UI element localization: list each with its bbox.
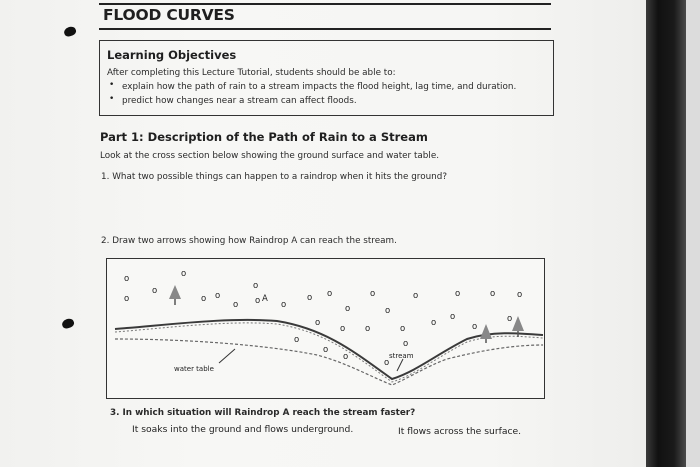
raindrop-icon: o xyxy=(345,304,351,314)
objective-item: predict how changes near a stream can affect floods. xyxy=(122,96,357,106)
raindrop-icon: o xyxy=(201,294,207,304)
raindrop-icon: o xyxy=(472,322,478,332)
raindrop-icon: o xyxy=(315,318,321,328)
bullet-icon: • xyxy=(109,80,115,90)
objectives-heading: Learning Objectives xyxy=(107,48,237,62)
raindrop-icon: o xyxy=(400,324,406,334)
title-rule-bottom xyxy=(99,28,551,30)
raindrop-a-label: A xyxy=(262,294,268,304)
raindrop-icon: o xyxy=(431,318,437,328)
raindrop-icon: o xyxy=(455,289,461,299)
raindrop-icon: o xyxy=(507,314,513,324)
raindrop-icon: o xyxy=(327,289,333,299)
background-edge xyxy=(686,0,700,467)
water-table-label: water table xyxy=(174,365,214,373)
binder-spine xyxy=(646,0,686,467)
raindrop-icon: o xyxy=(490,289,496,299)
stream-label: stream xyxy=(389,352,414,360)
cross-section-diagram xyxy=(106,258,545,399)
answer-option-underground[interactable]: It soaks into the ground and flows underground. xyxy=(132,424,354,435)
cross-section-svg xyxy=(107,259,545,399)
title-rule-top xyxy=(99,3,551,5)
page-title: FLOOD CURVES xyxy=(103,6,235,24)
part1-intro: Look at the cross section below showing the ground surface and water table. xyxy=(100,151,440,161)
raindrop-icon: o xyxy=(215,291,221,301)
raindrop-icon: o xyxy=(403,339,409,349)
raindrop-icon: o xyxy=(233,300,239,310)
question-2: 2. Draw two arrows showing how Raindrop A can reach the stream. xyxy=(101,236,397,246)
raindrop-a-symbol: o xyxy=(255,296,261,306)
raindrop-icon: o xyxy=(370,289,376,299)
question-1: 1. What two possible things can happen to a raindrop when it hits the ground? xyxy=(101,172,447,182)
raindrop-icon: o xyxy=(450,312,456,322)
question-3: 3. In which situation will Raindrop A reach the stream faster? xyxy=(110,408,416,418)
answer-option-surface[interactable]: It flows across the surface. xyxy=(398,426,522,437)
raindrop-icon: o xyxy=(365,324,371,334)
raindrop-icon: o xyxy=(281,300,287,310)
raindrop-icon: o xyxy=(343,352,349,362)
raindrop-icon: o xyxy=(124,294,130,304)
tree-icon xyxy=(169,285,181,305)
binder-hole xyxy=(61,317,75,330)
objective-item: explain how the path of rain to a stream impacts the flood height, lag time, and duration. xyxy=(122,82,517,92)
part1-heading: Part 1: Description of the Path of Rain to a Stream xyxy=(100,130,428,144)
objectives-intro: After completing this Lecture Tutorial, students should be able to: xyxy=(107,68,396,78)
raindrop-icon: o xyxy=(307,293,313,303)
raindrop-icon: o xyxy=(340,324,346,334)
raindrop-icon: o xyxy=(152,286,158,296)
water-table-pointer xyxy=(219,349,235,363)
water-table-line xyxy=(115,339,543,385)
raindrop-icon: o xyxy=(253,281,259,291)
binder-hole xyxy=(63,25,77,38)
raindrop-icon: o xyxy=(384,358,390,368)
raindrop-icon: o xyxy=(181,269,187,279)
raindrop-icon: o xyxy=(413,291,419,301)
raindrop-icon: o xyxy=(124,274,130,284)
raindrop-icon: o xyxy=(323,345,329,355)
raindrop-icon: o xyxy=(517,290,523,300)
stream-pointer xyxy=(397,359,403,371)
raindrop-icon: o xyxy=(294,335,300,345)
bullet-icon: • xyxy=(109,94,115,104)
raindrop-icon: o xyxy=(385,306,391,316)
